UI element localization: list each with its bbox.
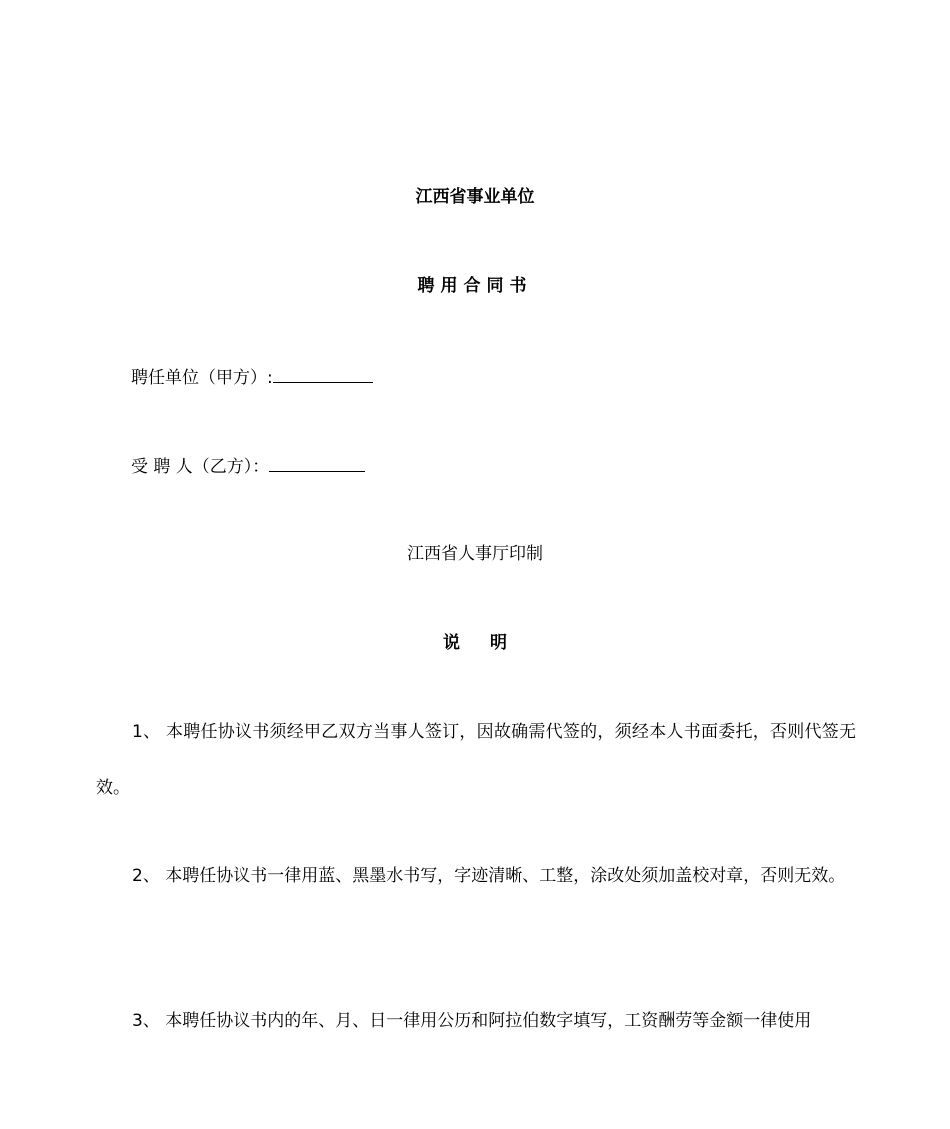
employee-label: 受 聘 人（乙方）： [131, 457, 270, 477]
explanation-item-3: 3、 本聘任协议书内的年、月、日一律用公历和阿拉伯数字填写，工资酬劳等金额一律使用 [132, 1011, 812, 1031]
document-title-line1: 江西省事业单位 [415, 187, 535, 207]
employee-blank-line [269, 453, 365, 472]
employer-blank-line [273, 364, 373, 383]
explanation-item-1: 1、 本聘任协议书须经甲乙双方当事人签订，因故确需代签的，须经本人书面委托，否则代签无效。 [96, 722, 856, 798]
employer-label: 聘任单位（甲方）: [131, 368, 273, 388]
explanation-heading-char-2: 明 [490, 633, 507, 653]
document-title-line2: 聘用合同书 [417, 276, 533, 296]
explanation-item-2: 2、 本聘任协议书一律用蓝、黑墨水书写，字迹清晰、工整，涂改处须加盖校对章，否则无效。 [132, 866, 846, 886]
publisher-line: 江西省人事厅印制 [407, 544, 543, 564]
employee-field [131, 453, 365, 479]
explanation-heading [0, 631, 950, 655]
employer-field [131, 364, 373, 390]
explanation-heading-char-1: 说 [443, 633, 460, 653]
